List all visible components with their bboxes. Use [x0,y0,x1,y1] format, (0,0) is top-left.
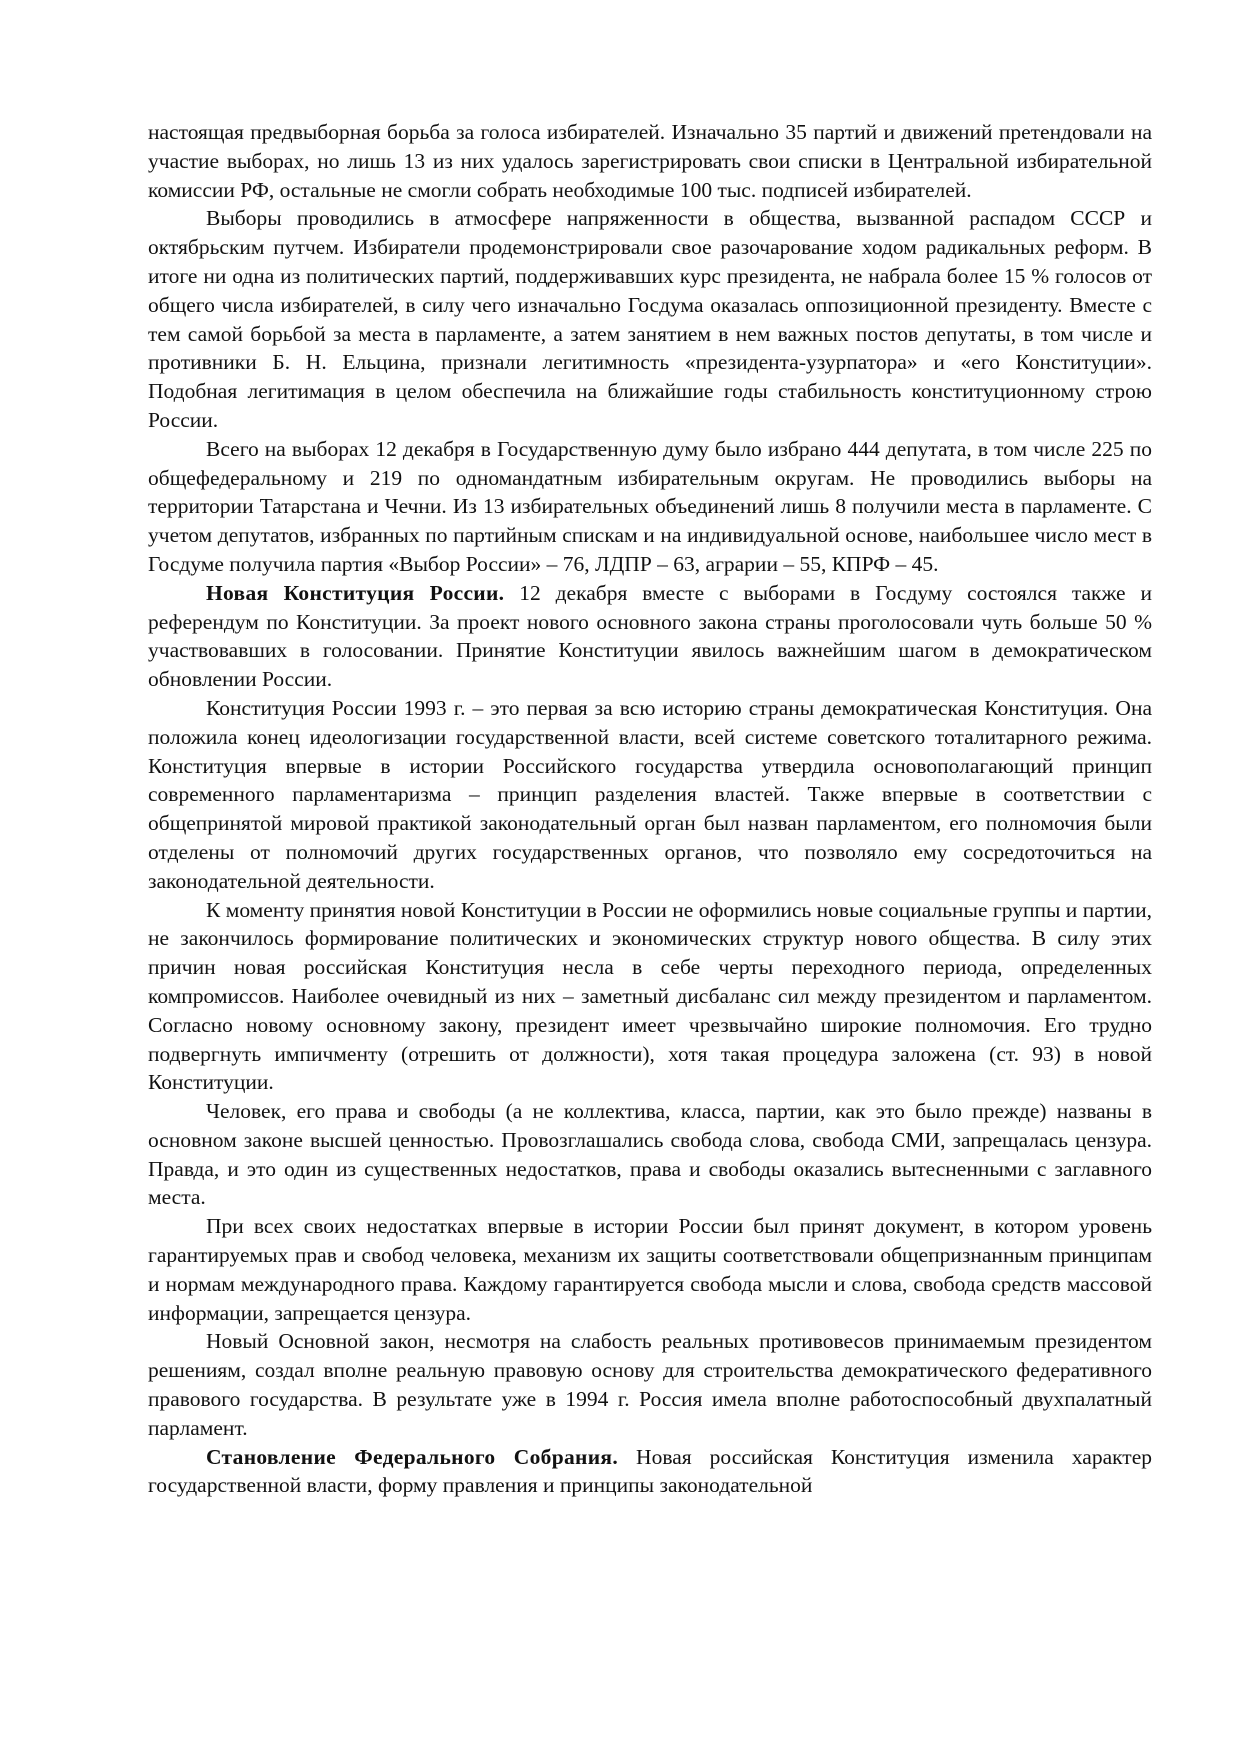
paragraph-text: Человек, его права и свободы (а не коллектива, класса, партии, как это было прежде) названы в основном законе высшей ценностью. Провозглашались свобода слова, свобода СМИ, запрещалась цензура. Правда, и это один из существенных недостатков, права и свободы оказались вытесненными с заглавного места. [148,1099,1152,1210]
paragraph-text: Новая российская Конституция изменила характер государственной власти, форму правления и принципы законодательной [148,1444,1152,1498]
paragraph-text: Новый Основной закон, несмотря на слабость реальных противовесов принимаемым президентом решениям, создал вполне реальную правовую основу для строительства демократического федеративного правового государства. В результате уже в 1994 г. Россия имела вполне работоспособный двухпалатный парламент. [148,1329,1152,1440]
paragraph-constitution-1993 [148,694,1152,896]
paragraph-human-rights [148,1097,1152,1212]
paragraph-text: Всего на выборах 12 декабря в Государственную думу было избрано 444 депутата, в том числе 225 по общефедеральному и 219 по одномандатным избирательным округам. Не проводились выборы на территории Татарстана и Чечни. Из 13 избирательных объединений лишь 8 получили места в парламенте. С учетом депутатов, избранных по партийным спискам и на индивидуальной основе, наибольшее число мест в Госдуме получила партия «Выбор России» – 76, ЛДПР – 63, аграрии – 55, КПРФ – 45. [148,436,1152,576]
section-heading-federal-assembly: Становление Федерального Собрания. [206,1444,619,1469]
paragraph-text: К моменту принятия новой Конституции в России не оформились новые социальные группы и партии, не закончилось формирование политических и экономических структур нового общества. В силу этих причин новая российская Конституция несла в себе черты переходного периода, определенных компромиссов. Наиболее очевидный из них – заметный дисбаланс сил между президентом и парламентом. Согласно новому основному закону, президент имеет чрезвычайно широкие полномочия. Его трудно подвергнуть импичменту (отрешить от должности), хотя такая процедура заложена (ст. 93) в новой Конституции. [148,897,1152,1095]
paragraph-text: При всех своих недостатках впервые в истории России был принят документ, в котором уровень гарантируемых прав и свобод человека, механизм их защиты соответствовали общепризнанным принципам и нормам международного права. Каждому гарантируется свобода мысли и слова, свобода средств массовой информации, запрещается цензура. [148,1214,1152,1325]
paragraph-transition-period [148,896,1152,1098]
paragraph-guarantees [148,1212,1152,1327]
paragraph-elections-results [148,435,1152,579]
paragraph-new-constitution [148,579,1152,694]
paragraph-text: Выборы проводились в атмосфере напряженности в общества, вызванной распадом СССР и октябрьским путчем. Избиратели продемонстрировали свое разочарование ходом радикальных реформ. В итоге ни одна из политических партий, поддерживавших курс президента, не набрала более 15 % голосов от общего числа избирателей, в силу чего изначально Госдума оказалась оппозиционной президенту. Вместе с тем самой борьбой за места в парламенте, а затем занятием в нем важных постов депутаты, в том числе и противники Б. Н. Ельцина, признали легитимность «президента-узурпатора» и «его Конституции». Подобная легитимация в целом обеспечила на ближайшие годы стабильность конституционному строю России. [148,206,1152,432]
paragraph-text: настоящая предвыборная борьба за голоса избирателей. Изначально 35 партий и движений претендовали на участие выборах, но лишь 13 из них удалось зарегистрировать свои списки в Центральной избирательной комиссии РФ, остальные не смогли собрать необходимые 100 тыс. подписей избирателей. [148,120,1152,202]
paragraph-elections-atmosphere [148,204,1152,434]
paragraph-text: 12 декабря вместе с выборами в Госдуму состоялся также и референдум по Конституции. За проект нового основного закона страны проголосовали чуть больше 50 % участвовавших в голосовании. Принятие Конституции явилось важнейшим шагом в демократическом обновлении России. [148,580,1152,692]
document-page [148,118,1152,1500]
section-heading-new-constitution: Новая Конституция России. [206,580,505,605]
paragraph-basic-law [148,1327,1152,1442]
paragraph-elections-campaign [148,118,1152,204]
paragraph-text: Конституция России 1993 г. – это первая за всю историю страны демократическая Конституция. Она положила конец идеологизации государственной власти, всей системе советского тоталитарного режима. Конституция впервые в истории Российского государства утвердила основополагающий принцип современного парламентаризма – принцип разделения властей. Также впервые в соответствии с общепринятой мировой практикой законодательный орган был назван парламентом, его полномочия были отделены от полномочий других государственных органов, что позволяло ему сосредоточиться на законодательной деятельности. [148,695,1152,893]
paragraph-federal-assembly [148,1443,1152,1501]
